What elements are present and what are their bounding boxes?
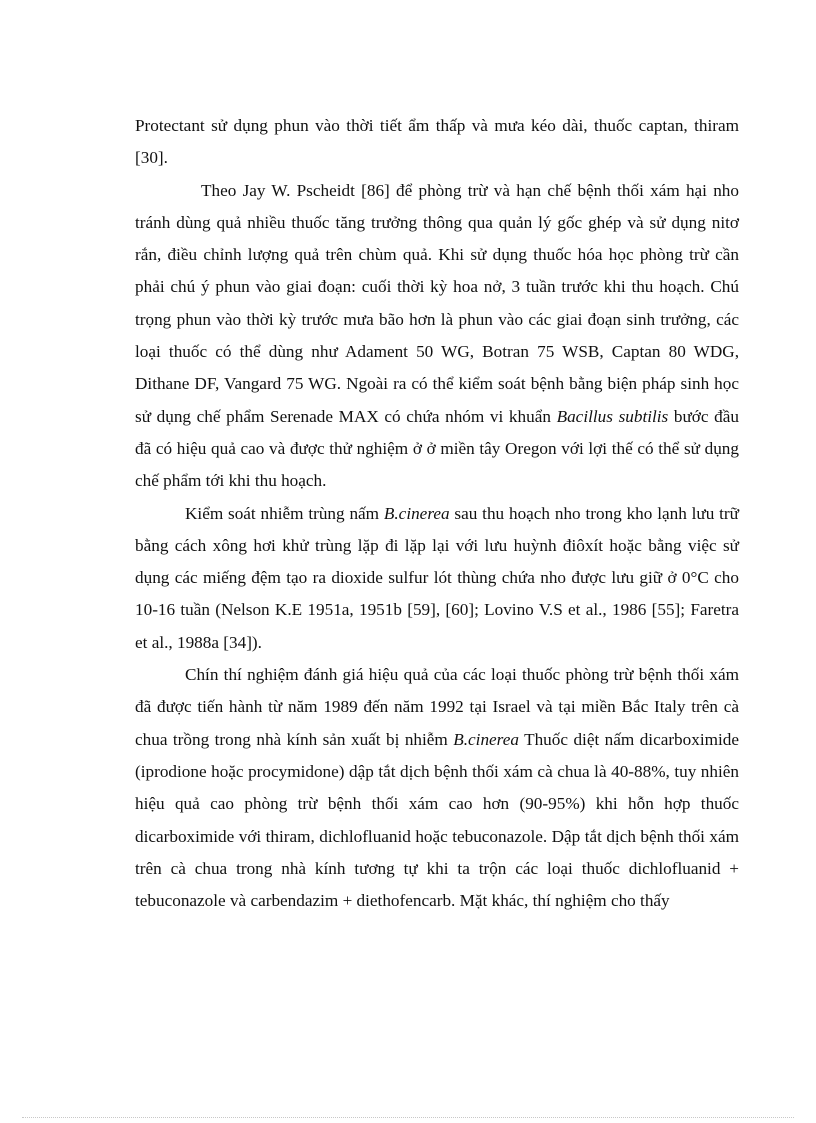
species-name: Bacillus subtilis: [556, 406, 669, 426]
body-text: [135, 110, 739, 917]
paragraph-text: Thuốc diệt nấm dicarboximide (iprodione hoặc procymidone) dập tắt dịch bệnh thối xám cà chua là 40-88%, tuy nhiên hiệu quả cao phòng trừ bệnh thối xám cao hơn (90-95%) khi hỗn hợp thuốc dicarboximide với thiram, dichlofluanid hoặc tebuconazole. Dập tắt dịch bệnh thối xám trên cà chua trong nhà kính tương tự khi ta trộn các loại thuốc dichlofluanid + tebuconazole và carbendazim + diethofencarb. Mặt khác, thí nghiệm cho thấy: [135, 729, 739, 911]
paragraph-pscheidt: [135, 175, 739, 498]
paragraph-protectant: [135, 110, 739, 175]
paragraph-storage-control: [135, 498, 739, 659]
page-bottom-divider: [22, 1117, 794, 1118]
paragraph-text: Theo Jay W. Pscheidt [86] để phòng trừ và hạn chế bệnh thối xám hại nho tránh dùng quả nhiều thuốc tăng trưởng thông qua quản lý gốc ghép và sử dụng nitơ rắn, điều chỉnh lượng quả trên chùm quả. Khi sử dụng thuốc hóa học phòng trừ cần phải chú ý phun vào giai đoạn: cuối thời kỳ hoa nở, 3 tuần trước khi thu hoạch. Chú trọng phun vào thời kỳ trước mưa bão hơn là phun vào các giai đoạn sinh trưởng, các loại thuốc có thể dùng như Adament 50 WG, Botran 75 WSB, Captan 80 WDG, Dithane DF, Vangard 75 WG. Ngoài ra có thể kiểm soát bệnh bằng biện pháp sinh học sử dụng chế phẩm Serenade MAX có chứa nhóm vi khuẩn: [135, 180, 739, 426]
paragraph-text: Kiểm soát nhiễm trùng nấm: [185, 503, 384, 523]
species-name: B.cinerea: [383, 503, 450, 523]
paragraph-tomato-trials: [135, 659, 739, 917]
paragraph-text: Protectant sử dụng phun vào thời tiết ẩm thấp và mưa kéo dài, thuốc captan, thiram [30].: [135, 116, 739, 168]
paragraph-text: sau thu hoạch nho trong kho lạnh lưu trữ bằng cách xông hơi khử trùng lặp đi lặp lại với lưu huỳnh điôxít hoặc bằng việc sử dụng các miếng đệm tạo ra dioxide sulfur lót thùng chứa nho được lưu giữ ở 0°C cho 10-16 tuần (Nelson K.E 1951a, 1951b [59], [60]; Lovino V.S et al., 1986 [55]; Faretra et al., 1988a [34]).: [135, 503, 739, 652]
paragraph-text: Chín thí nghiệm đánh giá hiệu quả của các loại thuốc phòng trừ bệnh thối xám đã được tiến hành từ năm 1989 đến năm 1992 tại Israel và tại miền Bắc Italy trên cà chua trồng trong nhà kính sản xuất bị nhiễm: [135, 665, 739, 749]
paragraph-text: bước đầu đã có hiệu quả cao và được thử nghiệm ở ở miền tây Oregon với lợi thế có thể sử dụng chế phẩm tới khi thu hoạch.: [135, 406, 739, 491]
species-name: B.cinerea: [453, 729, 519, 749]
